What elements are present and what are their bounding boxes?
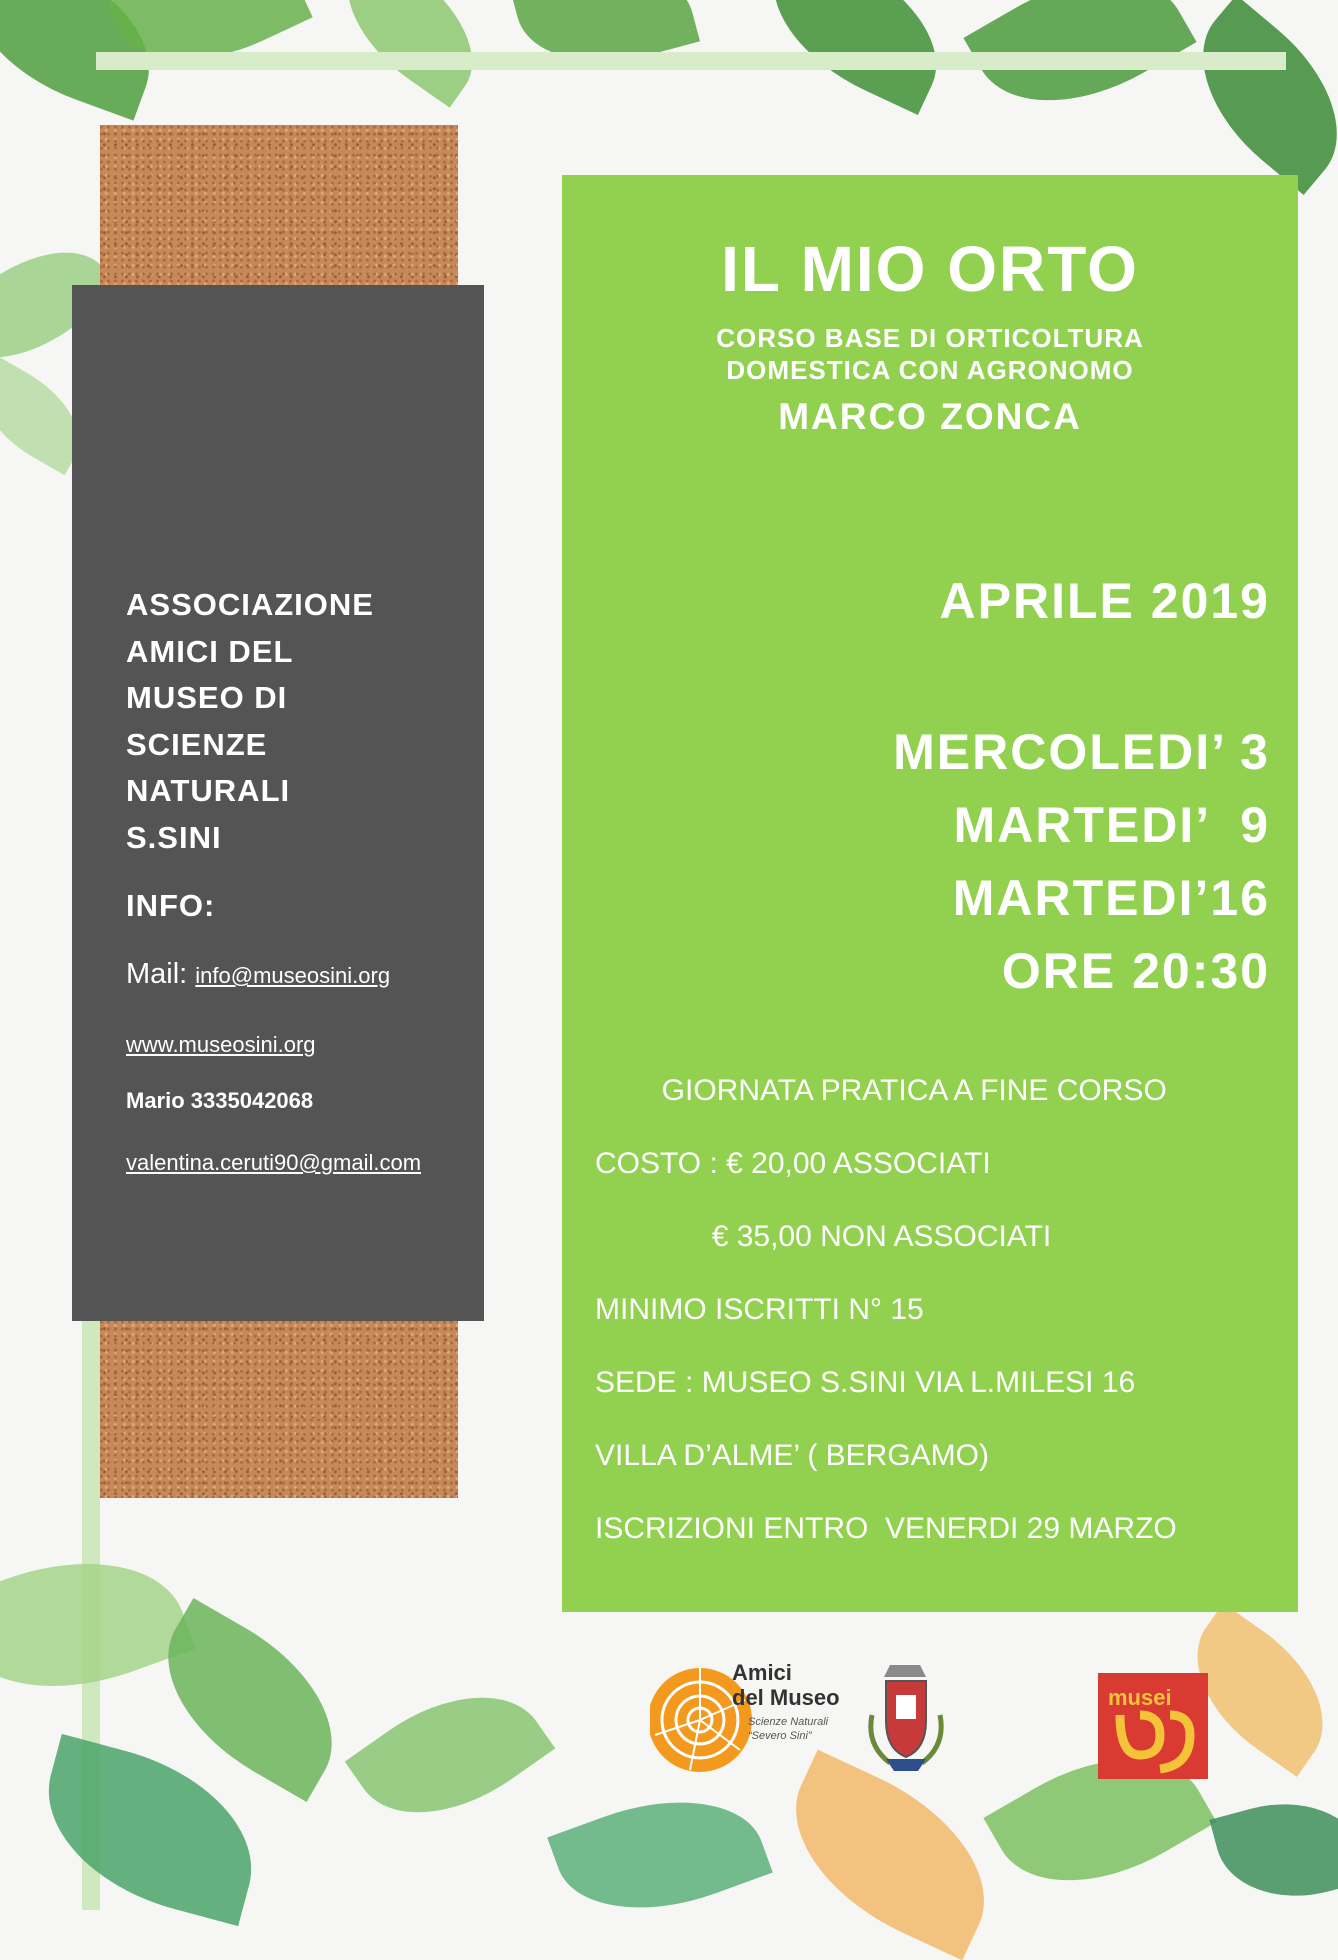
- secondary-email-line: [126, 1150, 421, 1176]
- cork-board-top: [100, 125, 458, 290]
- sponsor-logos: [650, 1655, 1220, 1785]
- musei-logo-icon: [1098, 1673, 1208, 1779]
- date-item: MERCOLEDI’ 3: [893, 724, 1270, 780]
- musei-label: musei: [1108, 1685, 1172, 1710]
- coat-of-arms-icon: [871, 1665, 941, 1771]
- detail-line: € 35,00 NON ASSOCIATI: [595, 1220, 1052, 1253]
- detail-line: ISCRIZIONI ENTRO VENERDI 29 MARZO: [595, 1512, 1177, 1545]
- course-details: [595, 1070, 1177, 1581]
- detail-line: SEDE : MUSEO S.SINI VIA L.MILESI 16: [595, 1366, 1136, 1399]
- website-link[interactable]: www.museosini.org: [126, 1032, 316, 1057]
- amici-sub2: “Severo Sini”: [748, 1730, 812, 1742]
- detail-line: MINIMO ISCRITTI N° 15: [595, 1293, 924, 1326]
- teacher-name: MARCO ZONCA: [778, 396, 1082, 437]
- amici-line1: Amici: [732, 1660, 792, 1685]
- course-title: IL MIO ORTO: [721, 233, 1139, 305]
- info-heading: INFO:: [126, 888, 216, 923]
- mail-label: Mail:: [126, 958, 188, 990]
- phone-contact: Mario 3335042068: [126, 1088, 314, 1113]
- website-line: [126, 1032, 316, 1058]
- cork-board-bottom: [100, 1320, 458, 1498]
- amici-line2: del Museo: [732, 1685, 840, 1710]
- detail-line: VILLA D’ALME’ ( BERGAMO): [595, 1439, 989, 1472]
- time-item: ORE 20:30: [1001, 943, 1270, 999]
- course-dates: [893, 716, 1270, 1008]
- course-month: APRILE 2019: [939, 573, 1270, 629]
- mail-link[interactable]: info@museosini.org: [195, 963, 391, 988]
- date-item: MARTEDI’ 9: [953, 797, 1270, 853]
- detail-line: COSTO : € 20,00 ASSOCIATI: [595, 1147, 991, 1180]
- association-name: ASSOCIAZIONE AMICI DEL MUSEO DI SCIENZE NATURALI S.SINI: [126, 587, 374, 855]
- detail-line: GIORNATA PRATICA A FINE CORSO: [595, 1074, 1167, 1107]
- date-item: MARTEDI’16: [952, 870, 1270, 926]
- amici-sub1: Scienze Naturali: [748, 1716, 829, 1728]
- secondary-email-link[interactable]: valentina.ceruti90@gmail.com: [126, 1150, 422, 1175]
- logos-svg: [650, 1655, 1220, 1785]
- mail-line: [126, 958, 390, 991]
- course-subtitle: CORSO BASE DI ORTICOLTURA DOMESTICA CON AGRONOMO: [716, 323, 1144, 385]
